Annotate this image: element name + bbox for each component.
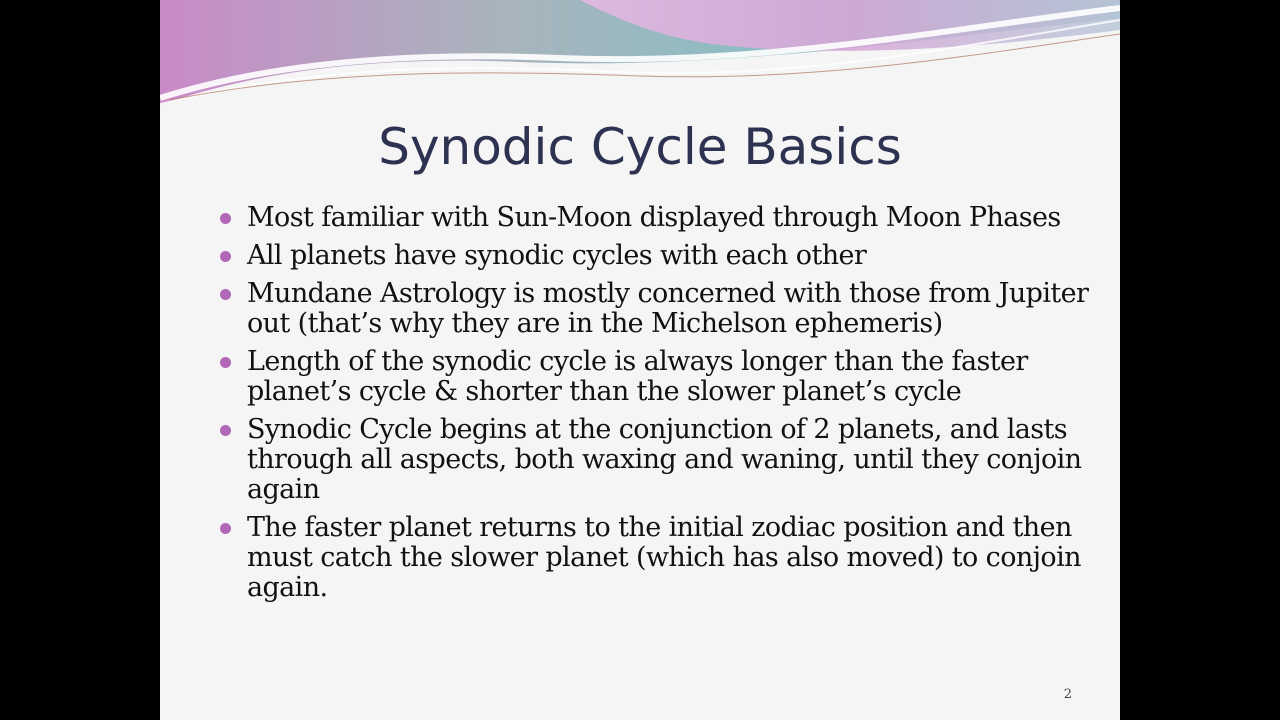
slide-title: Synodic Cycle Basics [378, 118, 902, 176]
decorative-header-wave [160, 0, 1120, 110]
bullet-icon [220, 523, 231, 534]
bullet-text: The faster planet returns to the initial zodiac position and then must catch the slower planet (which has also moved) to conjoin again. [247, 512, 1081, 603]
presentation-slide [160, 0, 1120, 720]
bullet-list [218, 203, 1108, 611]
bullet-text: Most familiar with Sun-Moon displayed through Moon Phases [247, 202, 1061, 233]
bullet-icon [220, 357, 231, 368]
bullet-icon [220, 213, 231, 224]
bullet-icon [220, 425, 231, 436]
bullet-icon [220, 251, 231, 262]
bullet-text: All planets have synodic cycles with each other [247, 240, 867, 271]
list-item [218, 203, 1108, 233]
bullet-text: Mundane Astrology is mostly concerned with those from Jupiter out (that’s why they are in the Michelson ephemeris) [247, 278, 1089, 339]
bullet-text: Synodic Cycle begins at the conjunction of 2 planets, and lasts through all aspects, both waxing and waning, until they conjoin again [247, 414, 1082, 505]
list-item [218, 279, 1108, 339]
bullet-icon [220, 289, 231, 300]
slide-page-number: 2 [1063, 687, 1072, 702]
list-item [218, 241, 1108, 271]
bullet-text: Length of the synodic cycle is always longer than the faster planet’s cycle & shorter than the slower planet’s cycle [247, 346, 1028, 407]
list-item [218, 513, 1108, 603]
list-item [218, 347, 1108, 407]
list-item [218, 415, 1108, 505]
